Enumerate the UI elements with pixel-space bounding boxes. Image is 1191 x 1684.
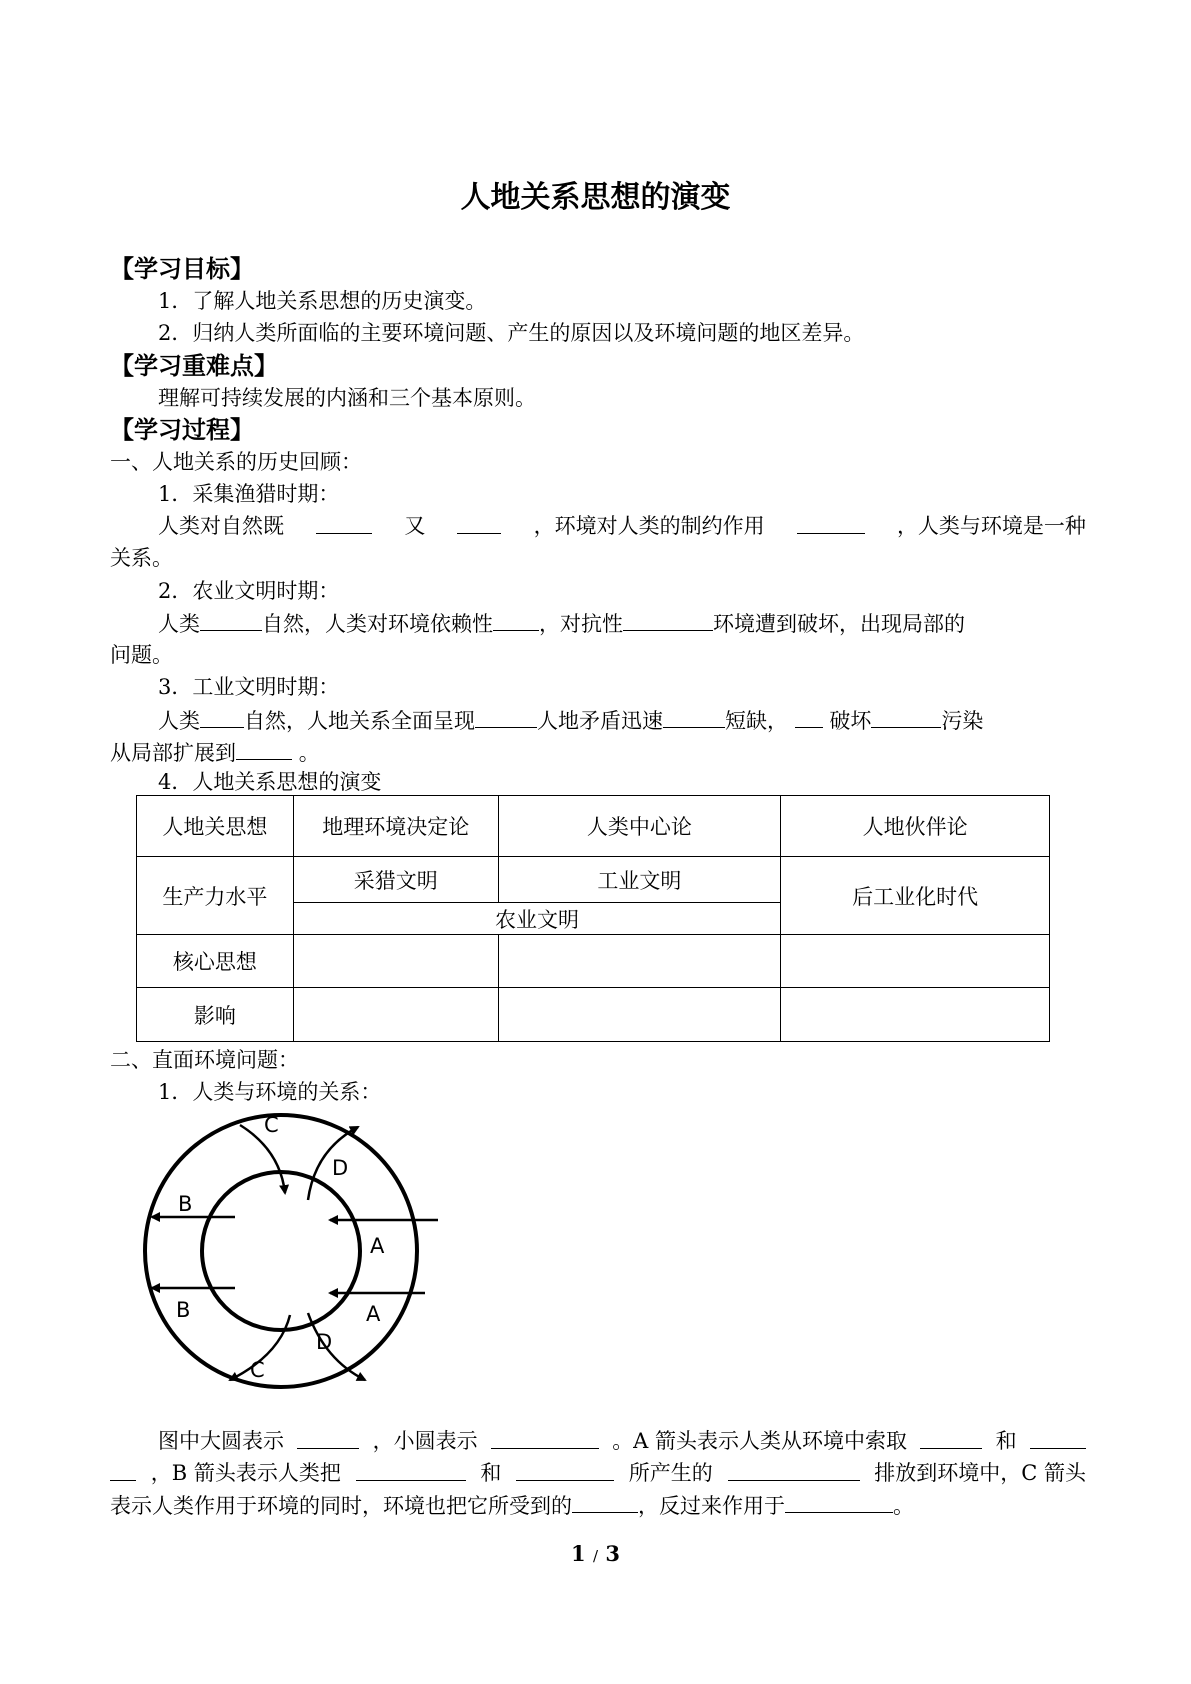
period1-title: 1．采集渔猎时期： bbox=[158, 482, 340, 506]
table-cell: 地理环境决定论 bbox=[293, 796, 498, 857]
p3-text-c: 人地矛盾迅速 bbox=[537, 709, 663, 733]
label-b-bottom: B bbox=[176, 1298, 191, 1322]
p1-text-a: 人类对自然既 bbox=[158, 514, 284, 538]
blank[interactable] bbox=[797, 511, 865, 534]
keypoints-text: 理解可持续发展的内涵和三个基本原则。 bbox=[158, 386, 536, 410]
page-slash: / bbox=[592, 1547, 599, 1565]
section2-heading: 二、直面环境问题： bbox=[110, 1048, 299, 1072]
period3-title: 3．工业文明时期： bbox=[158, 675, 340, 699]
p3-text-g: 从局部扩展到 bbox=[110, 741, 236, 765]
label-b-top: B bbox=[178, 1192, 193, 1216]
period2-title: 2．农业文明时期： bbox=[158, 579, 340, 603]
page-number bbox=[0, 1541, 1191, 1566]
label-a-bottom: A bbox=[366, 1302, 381, 1326]
thought-evolution-table bbox=[136, 795, 1050, 1042]
blank[interactable] bbox=[785, 1490, 893, 1513]
section2-item1: 1．人类与环境的关系： bbox=[158, 1080, 382, 1104]
p3-text-h: 。 bbox=[298, 741, 320, 765]
period4-title: 4．人地关系思想的演变 bbox=[158, 770, 382, 794]
blank[interactable] bbox=[493, 608, 539, 631]
blank[interactable] bbox=[795, 705, 823, 728]
p1-text-c: ，环境对人类的制约作用 bbox=[533, 514, 765, 538]
p1-text-d: ，人类与环境是一种 bbox=[896, 514, 1086, 538]
p3-text-e: 破坏 bbox=[829, 709, 872, 733]
small-circle bbox=[202, 1172, 360, 1330]
table-answer-cell[interactable] bbox=[293, 988, 498, 1042]
table-cell: 农业文明 bbox=[293, 903, 780, 935]
q-text-f: 和 bbox=[480, 1461, 502, 1485]
q-text-d: 和 bbox=[995, 1429, 1017, 1453]
blank[interactable] bbox=[200, 608, 262, 631]
table-cell: 核心思想 bbox=[137, 935, 294, 988]
page-current: 1 bbox=[571, 1541, 586, 1566]
p3-text-b: 自然，人地关系全面呈现 bbox=[244, 709, 475, 733]
q-text-g: 所产生的 bbox=[628, 1461, 713, 1485]
table-cell: 工业文明 bbox=[498, 857, 781, 903]
label-a-top: A bbox=[370, 1234, 385, 1258]
label-d-bottom: D bbox=[316, 1330, 333, 1354]
table-cell: 人地伙伴论 bbox=[781, 796, 1050, 857]
q-text-k: 。 bbox=[893, 1494, 914, 1518]
label-c-bottom: C bbox=[250, 1358, 265, 1382]
table-answer-cell[interactable] bbox=[781, 935, 1050, 988]
page-total: 3 bbox=[605, 1541, 620, 1566]
label-d-top: D bbox=[332, 1156, 349, 1180]
blank[interactable] bbox=[356, 1458, 466, 1481]
q-text-j: ，反过来作用于 bbox=[638, 1494, 785, 1518]
table-cell: 影响 bbox=[137, 988, 294, 1042]
table-cell: 采猎文明 bbox=[293, 857, 498, 903]
keypoints-heading: 【学习重难点】 bbox=[110, 352, 278, 380]
p3-text-a: 人类 bbox=[158, 709, 200, 733]
blank[interactable] bbox=[572, 1490, 638, 1513]
blank[interactable] bbox=[920, 1426, 982, 1449]
table-cell: 生产力水平 bbox=[137, 857, 294, 935]
blank[interactable] bbox=[1030, 1426, 1086, 1449]
q-text-h: 排放到环境中，C 箭头 bbox=[874, 1461, 1086, 1485]
table-answer-cell[interactable] bbox=[781, 988, 1050, 1042]
period3-line1 bbox=[158, 705, 983, 736]
table-answer-cell[interactable] bbox=[293, 935, 498, 988]
q-text-c: 。A 箭头表示人类从环境中索取 bbox=[612, 1429, 908, 1453]
p2-text-b: 自然，人类对环境依赖性 bbox=[262, 612, 493, 636]
period1-line1 bbox=[158, 511, 1086, 541]
q-text-a: 图中大圆表示 bbox=[158, 1429, 284, 1453]
blank[interactable] bbox=[297, 1426, 359, 1449]
table-cell: 人类中心论 bbox=[498, 796, 781, 857]
q-text-e: ，B 箭头表示人类把 bbox=[150, 1461, 341, 1485]
table-answer-cell[interactable] bbox=[498, 988, 781, 1042]
table-cell: 后工业化时代 bbox=[781, 857, 1050, 935]
blank[interactable] bbox=[516, 1458, 614, 1481]
page-title: 人地关系思想的演变 bbox=[460, 180, 731, 215]
blank[interactable] bbox=[871, 705, 941, 728]
blank[interactable] bbox=[316, 511, 372, 534]
objective-item-2: 2．归纳人类所面临的主要环境问题、产生的原因以及环境问题的地区差异。 bbox=[158, 321, 865, 345]
human-environment-diagram bbox=[140, 1105, 470, 1415]
question-line3 bbox=[110, 1490, 914, 1521]
blank[interactable] bbox=[491, 1426, 599, 1449]
q-text-b: ，小圆表示 bbox=[372, 1429, 478, 1453]
objectives-heading: 【学习目标】 bbox=[110, 255, 254, 283]
question-line1 bbox=[158, 1426, 1086, 1456]
p1-text-b: 又 bbox=[404, 514, 426, 538]
blank[interactable] bbox=[663, 705, 725, 728]
p2-text-c: ，对抗性 bbox=[539, 612, 623, 636]
objective-item-1: 1．了解人地关系思想的历史演变。 bbox=[158, 289, 487, 313]
p1-text-e: 关系。 bbox=[110, 546, 173, 570]
table-cell: 人地关思想 bbox=[137, 796, 294, 857]
blank[interactable] bbox=[475, 705, 537, 728]
process-heading: 【学习过程】 bbox=[110, 416, 254, 444]
period3-line2 bbox=[110, 737, 320, 768]
blank[interactable] bbox=[728, 1458, 860, 1481]
blank[interactable] bbox=[623, 608, 713, 631]
table-answer-cell[interactable] bbox=[498, 935, 781, 988]
p2-text-d: 环境遭到破坏，出现局部的 bbox=[713, 612, 965, 636]
blank[interactable] bbox=[110, 1458, 136, 1481]
blank[interactable] bbox=[200, 705, 244, 728]
section1-heading: 一、人地关系的历史回顾： bbox=[110, 450, 362, 474]
p3-text-f: 污染 bbox=[941, 709, 984, 733]
period2-line1 bbox=[158, 608, 965, 639]
p2-text-e: 问题。 bbox=[110, 643, 173, 667]
blank[interactable] bbox=[236, 737, 292, 760]
blank[interactable] bbox=[457, 511, 501, 534]
p3-text-d: 短缺， bbox=[725, 709, 788, 733]
label-c-top: C bbox=[264, 1113, 279, 1137]
question-line2 bbox=[110, 1458, 1086, 1488]
p2-text-a: 人类 bbox=[158, 612, 200, 636]
q-text-i: 表示人类作用于环境的同时，环境也把它所受到的 bbox=[110, 1494, 572, 1518]
